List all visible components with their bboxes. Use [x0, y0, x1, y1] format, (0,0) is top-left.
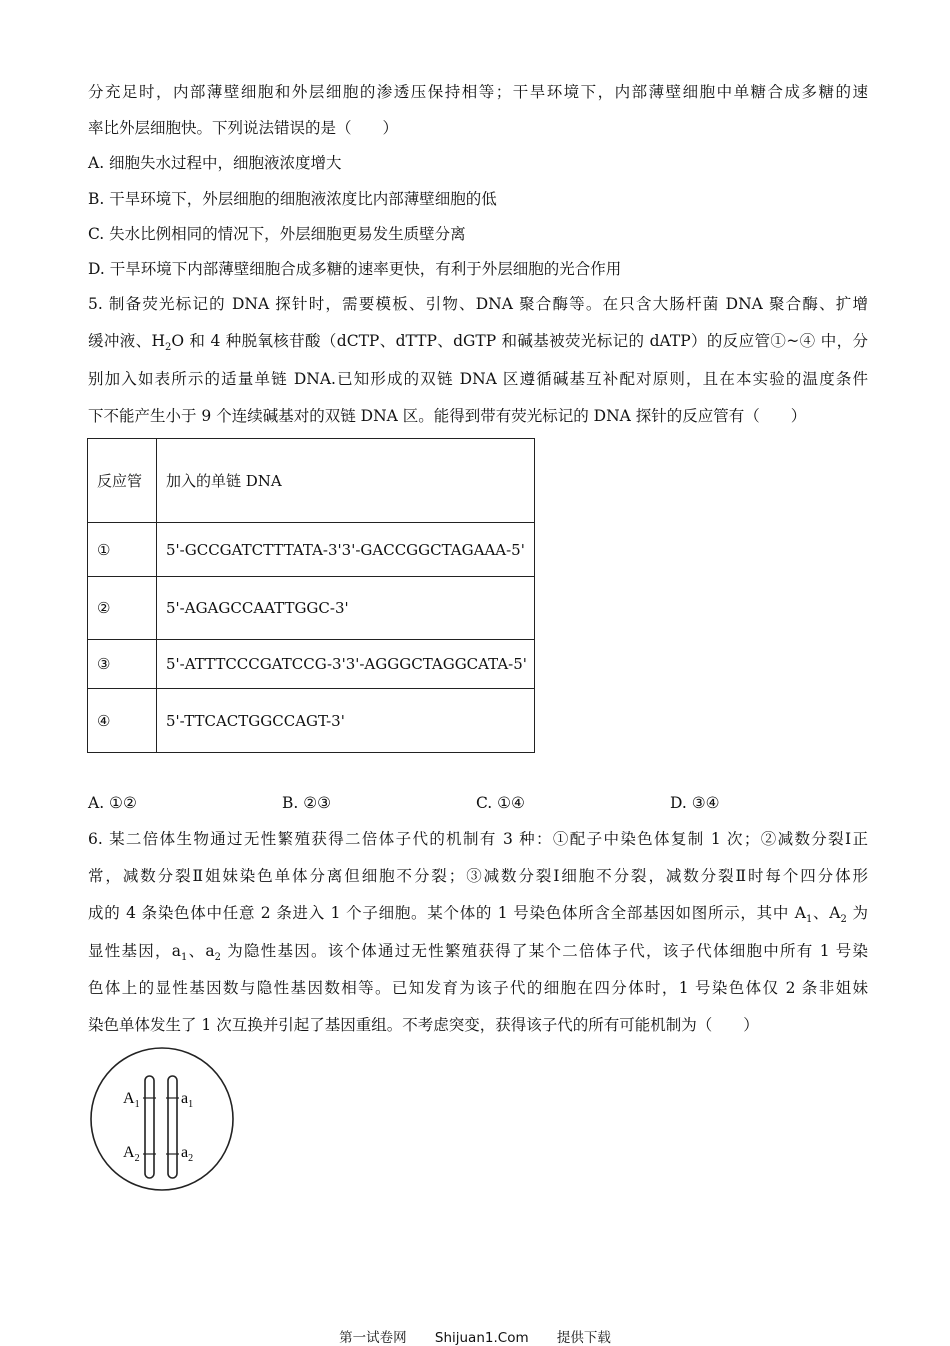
q6-stem-line-5: 色体上的显性基因数与隐性基因数相等。已知发育为该子代的细胞在四分体时，1 号染色体仅 2 条非姐妹 — [88, 979, 868, 997]
q5-option-b: B. ②③ — [282, 794, 332, 812]
q6-stem-line-2: 常，减数分裂Ⅱ姐妹染色单体分离但细胞不分裂；③减数分裂Ⅰ细胞不分裂，减数分裂Ⅱ时每个四分体形 — [88, 867, 868, 885]
header-tube: 反应管 — [88, 439, 157, 523]
cell-outline — [91, 1048, 233, 1190]
table-header-row — [88, 439, 535, 523]
q5-stem-line-4: 下不能产生小于 9 个连续碱基对的双链 DNA 区。能得到带有荧光标记的 DNA 探针的反应管有（ ） — [88, 407, 807, 425]
q4-option-c: C. 失水比例相同的情况下，外层细胞更易发生质壁分离 — [88, 225, 466, 243]
chromosome-left — [145, 1076, 154, 1178]
q4-option-b: B. 干旱环境下，外层细胞的细胞液浓度比内部薄壁细胞的低 — [88, 190, 497, 208]
q4-stem-line-2: 率比外层细胞快。下列说法错误的是（ ） — [88, 119, 399, 137]
q5-stem-line-3: 别加入如表所示的适量单链 DNA.已知形成的双链 DNA 区遵循碱基互补配对原则，且在本实验的温度条件 — [88, 370, 868, 388]
dna-cell: 5'-AGAGCCAATTGGC-3' — [157, 577, 535, 640]
q5-stem-line-1: 5. 制备荧光标记的 DNA 探针时，需要模板、引物、DNA 聚合酶等。在只含大肠杆菌 DNA 聚合酶、扩增 — [88, 295, 868, 313]
q5-option-d: D. ③④ — [670, 794, 720, 812]
tube-cell: ③ — [88, 640, 157, 689]
tube-cell: ④ — [88, 689, 157, 753]
footer-provide: 提供下载 — [556, 1330, 611, 1346]
page-footer — [0, 1326, 950, 1346]
gene-label-a2: $a_2$ — [181, 1144, 194, 1164]
q5-option-a: A. ①② — [88, 794, 137, 812]
q5-stem-line-2: 缓冲液、$H_2O$ 和 4 种脱氧核苷酸（dCTP、dTTP、dGTP 和碱基被荧光标记的 dATP）的反应管①~④ 中，分 — [88, 332, 868, 354]
chromosome-right — [168, 1076, 177, 1178]
header-dna: 加入的单链 DNA — [157, 439, 535, 523]
gene-label-A2: $A_2$ — [123, 1144, 140, 1164]
q4-option-a: A. 细胞失水过程中，细胞液浓度增大 — [88, 154, 342, 172]
q4-stem-line-1: 分充足时，内部薄壁细胞和外层细胞的渗透压保持相等；干旱环境下，内部薄壁细胞中单糖合成多糖的速 — [88, 83, 868, 101]
gene-label-A1: $A_1$ — [123, 1090, 140, 1110]
q6-stem-line-3: 成的 4 条染色体中任意 2 条进入 1 个子细胞。某个体的 1 号染色体所含全部基因如图所示，其中 $A_1$、$A_2$ 为 — [88, 904, 868, 926]
q6-stem-line-6: 染色单体发生了 1 次互换并引起了基因重组。不考虑突变，获得该子代的所有可能机制为（ ） — [88, 1016, 759, 1034]
table-row — [88, 577, 535, 640]
tube-cell: ② — [88, 577, 157, 640]
dna-cell: 5'-ATTTCCCGATCCG-3'3'-AGGGCTAGGCATA-5' — [157, 640, 535, 689]
footer-site-en: Shijuan1.Com — [434, 1330, 529, 1346]
table-row — [88, 523, 535, 577]
table-row — [88, 689, 535, 753]
q6-stem-line-1: 6. 某二倍体生物通过无性繁殖获得二倍体子代的机制有 3 种：①配子中染色体复制 1 次；②减数分裂Ⅰ正 — [88, 830, 868, 848]
table-row — [88, 640, 535, 689]
q5-option-c: C. ①④ — [476, 794, 525, 812]
dna-cell: 5'-GCCGATCTTTATA-3'3'-GACCGGCTAGAAA-5' — [157, 523, 535, 577]
dna-table — [87, 438, 535, 753]
tube-cell: ① — [88, 523, 157, 577]
chromosome-figure — [88, 1046, 240, 1196]
q4-option-d: D. 干旱环境下内部薄壁细胞合成多糖的速率更快，有利于外层细胞的光合作用 — [88, 260, 622, 278]
q6-stem-line-4: 显性基因，$a_1$、$a_2$ 为隐性基因。该个体通过无性繁殖获得了某个二倍体子代，该子代体细胞中所有 1 号染 — [88, 942, 868, 964]
dna-cell: 5'-TTCACTGGCCAGT-3' — [157, 689, 535, 753]
gene-label-a1: $a_1$ — [181, 1090, 194, 1110]
footer-site-cn: 第一试卷网 — [339, 1330, 407, 1346]
